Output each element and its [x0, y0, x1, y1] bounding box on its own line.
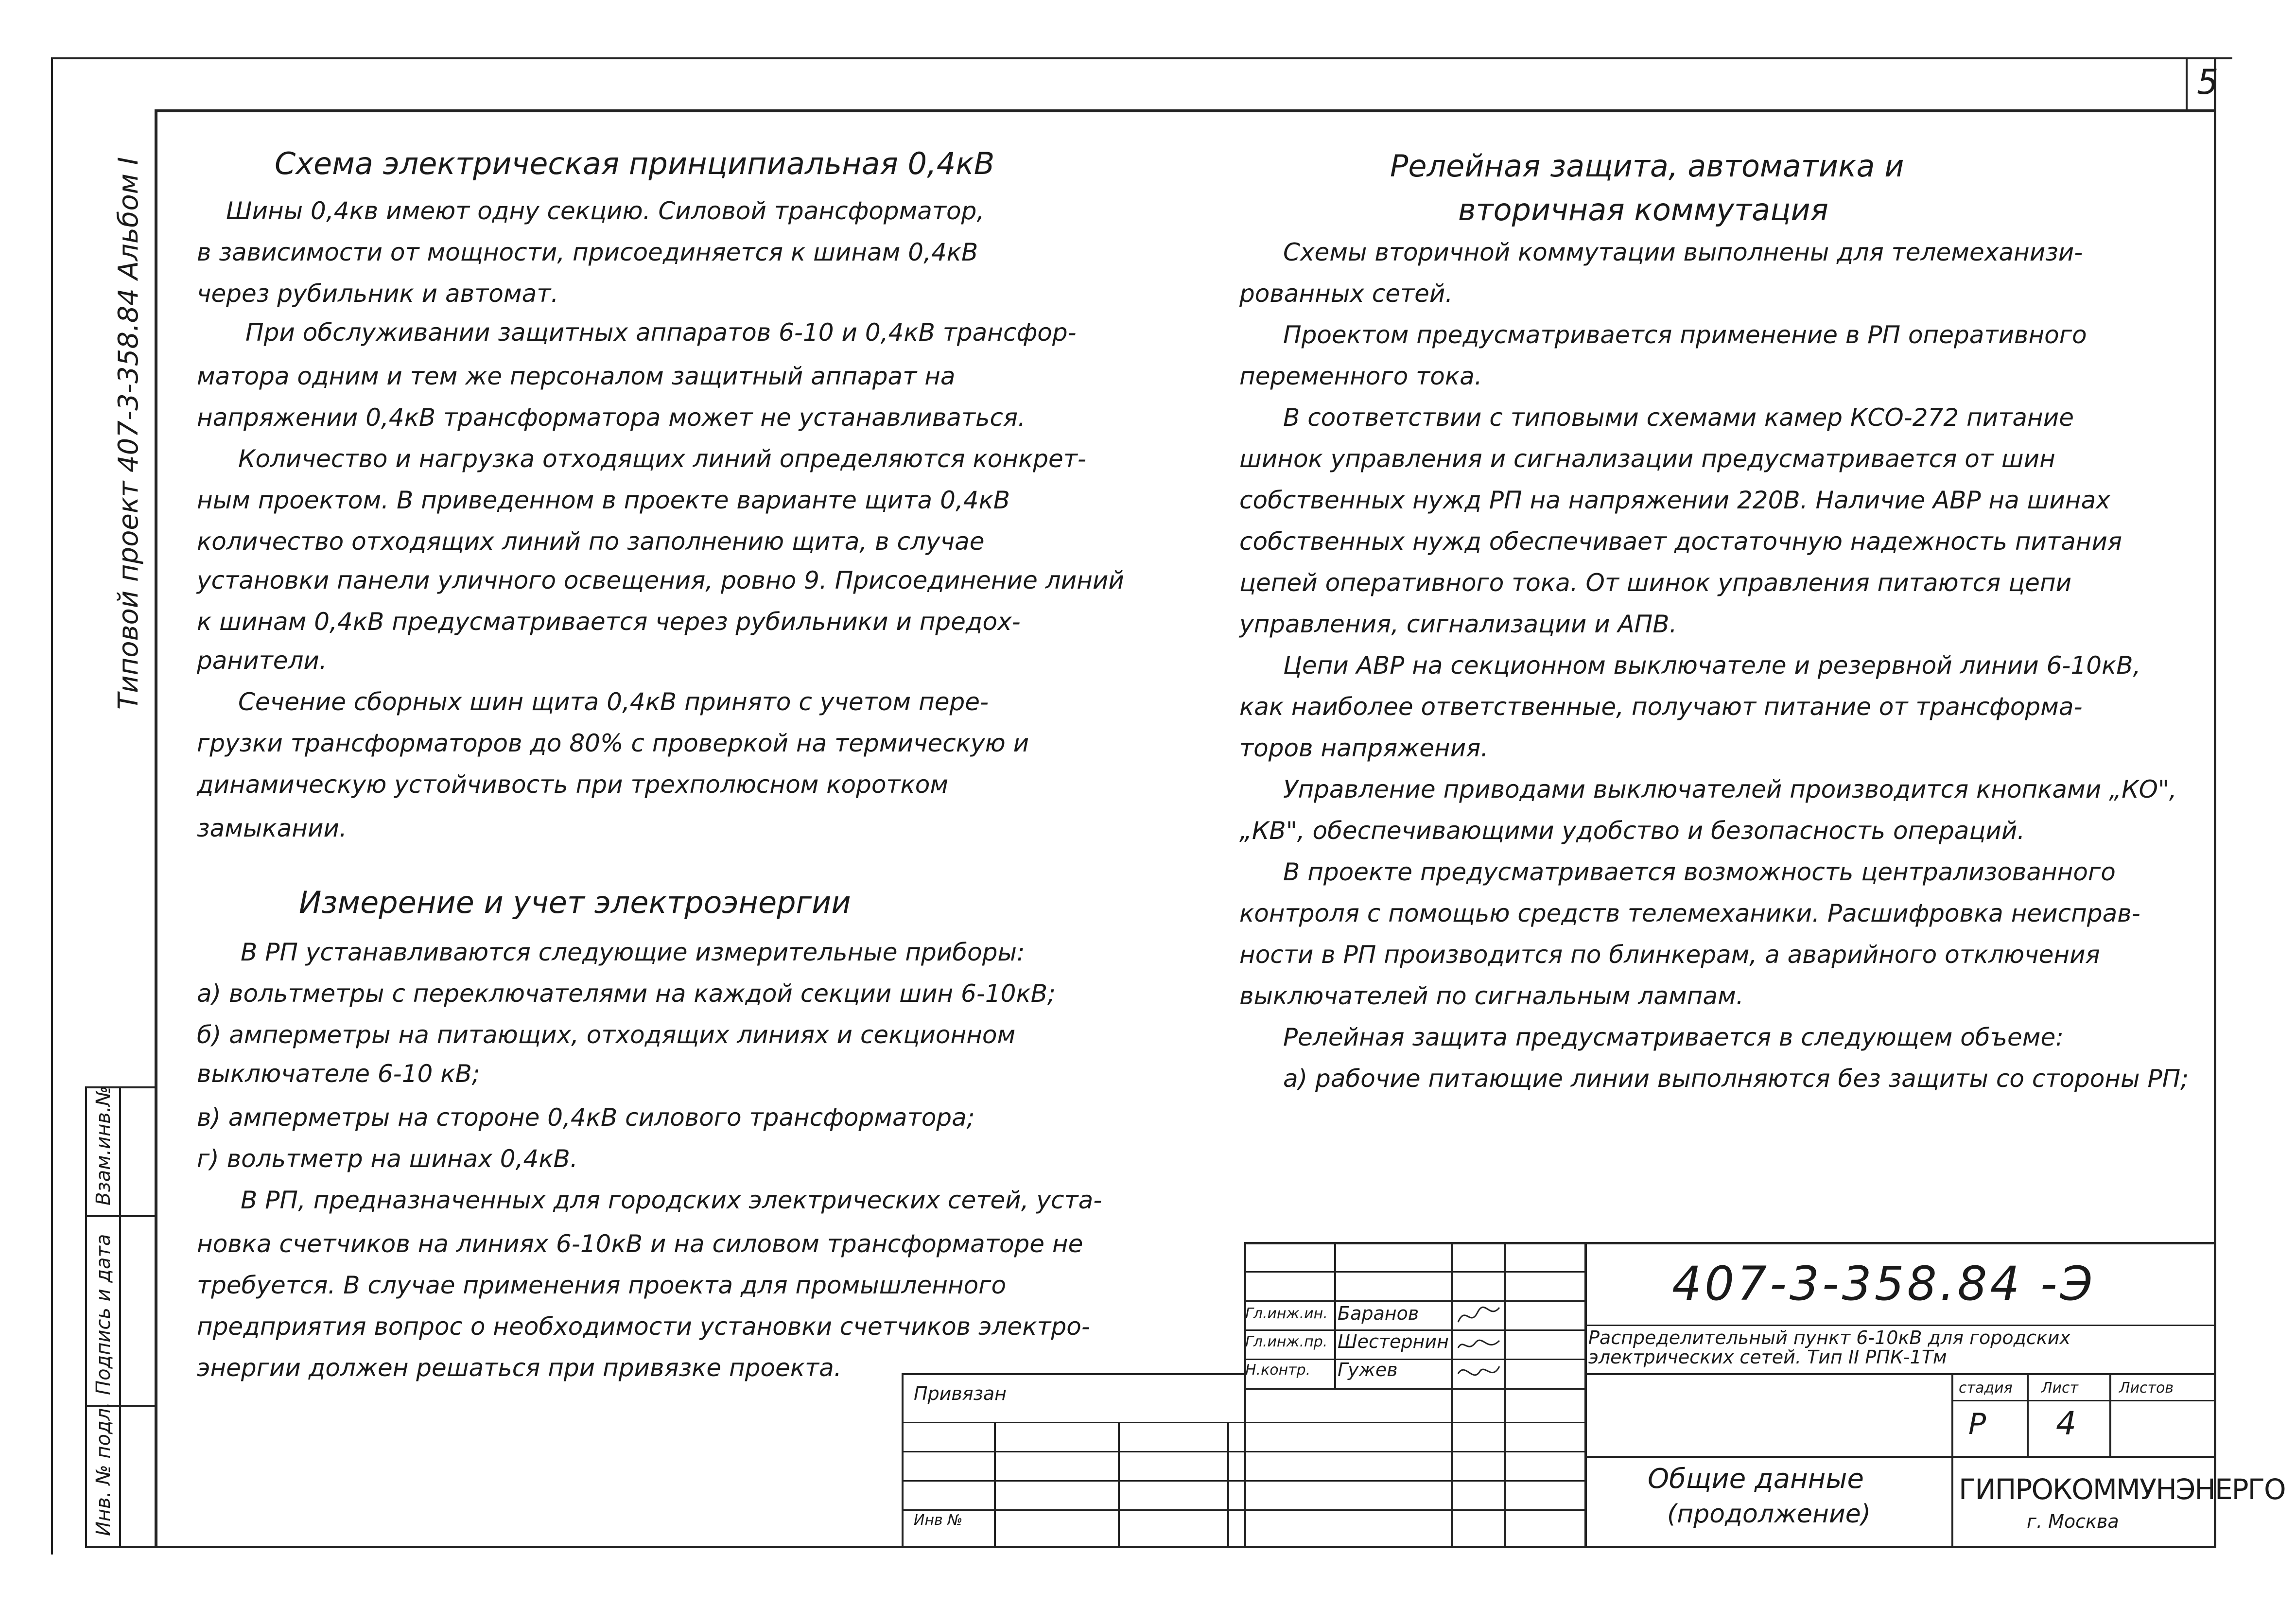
left-line: грузки трансформаторов до 80% с проверкой на термическую и [197, 729, 1029, 757]
left-line: новка счетчиков на линиях 6-10кВ и на силовом трансформаторе не [197, 1230, 1083, 1258]
stamp-role: Гл.инж.ин. [1245, 1305, 1328, 1322]
stamp-col [1451, 1242, 1453, 1548]
list-label: Лист [2041, 1380, 2079, 1397]
stadia-row-bottom [1584, 1456, 2216, 1458]
left-line: требуется. В случае применения проекта для промышленного [197, 1271, 1007, 1299]
privyazan-top [902, 1373, 1244, 1375]
org-city: г. Москва [2027, 1511, 2119, 1532]
signature-baranov [1456, 1303, 1502, 1329]
left-line: При обслуживании защитных аппаратов 6-10 и 0,4кВ трансфор- [245, 318, 1077, 347]
right-line: собственных нужд РП на напряжении 220В. Наличие АВР на шинах [1239, 486, 2110, 514]
left-line: ным проектом. В приведенном в проекте варианте щита 0,4кВ [197, 486, 1010, 514]
privyazan-col [1118, 1422, 1120, 1548]
listov-label: Листов [2119, 1380, 2174, 1397]
signature-shesternin [1456, 1331, 1502, 1358]
inner-frame-bottom [85, 1546, 2216, 1548]
right-line: а) рабочие питающие линии выполняются без защиты со стороны РП; [1283, 1065, 2189, 1093]
project-title-line2: электрических сетей. Тип II РПК-1Тм [1588, 1346, 1947, 1368]
right-line: ности в РП производится по блинкерам, а аварийного отключения [1239, 941, 2100, 969]
stamp-row [1244, 1388, 1584, 1390]
left-line: в) амперметры на стороне 0,4кВ силового трансформатора; [197, 1103, 975, 1132]
privyazan-left [902, 1373, 904, 1548]
left-line: к шинам 0,4кВ предусматривается через рубильники и предох- [197, 608, 1021, 636]
stamp-name: Баранов [1338, 1303, 1419, 1324]
left-line: через рубильник и автомат. [197, 279, 559, 308]
right-line: В проекте предусматривается возможность централизованного [1283, 858, 2116, 886]
stadia-col-left [1951, 1373, 1953, 1456]
stamp-row [902, 1480, 1584, 1482]
right-line: переменного тока. [1239, 362, 1482, 390]
right-line: собственных нужд обеспечивает достаточную надежность питания [1239, 527, 2122, 556]
right-line: управления, сигнализации и АПВ. [1239, 610, 1677, 638]
right-line: выключателей по сигнальным лампам. [1239, 982, 1744, 1010]
side-stamp-inv-podl: Инв. № подл. [92, 1402, 115, 1536]
org-name: ГИПРОКОММУНЭНЕРГО [1959, 1473, 2285, 1506]
page-number-box-left [2186, 59, 2188, 112]
left-line: Шины 0,4кв имеют одну секцию. Силовой трансформатор, [226, 197, 985, 225]
doc-title-line2: (продолжение) [1667, 1500, 1871, 1529]
privyazan-label: Привязан [914, 1383, 1007, 1404]
left-line: ранители. [197, 646, 327, 675]
stamp-name: Шестернин [1338, 1331, 1449, 1352]
left-line: а) вольтметры с переключателями на каждой секции шин 6-10кВ; [197, 979, 1056, 1008]
left-line: предприятия вопрос о необходимости установки счетчиков электро- [197, 1312, 1090, 1341]
inv-no-label: Инв № [914, 1512, 963, 1529]
side-title: Типовой проект 407-3-358.84 Альбом I [113, 157, 144, 710]
left-line: б) амперметры на питающих, отходящих линиях и секционном [197, 1021, 1016, 1049]
left-line: В РП, предназначенных для городских электрических сетей, уста- [241, 1186, 1102, 1214]
right-line: „КВ", обеспечивающими удобство и безопасность операций. [1239, 817, 2025, 845]
right-line: Схемы вторичной коммутации выполнены для телемеханизи- [1283, 238, 2083, 266]
project-title-line1: Распределительный пункт 6-10кВ для городских [1588, 1327, 2070, 1348]
stamp-row [902, 1422, 1584, 1423]
left-line: г) вольтметр на шинах 0,4кВ. [197, 1145, 578, 1173]
section1-heading: Схема электрическая принципиальная 0,4кВ [275, 146, 995, 181]
stamp-left-line [1244, 1242, 1246, 1548]
side-stamp-mid [119, 1086, 121, 1548]
right-line: Проектом предусматривается применение в РП оперативного [1283, 321, 2087, 349]
stamp-col [1584, 1242, 1587, 1548]
inner-frame-top [156, 109, 2216, 112]
left-line: в зависимости от мощности, присоединяется к шинам 0,4кВ [197, 238, 978, 266]
stamp-name: Гужев [1338, 1359, 1398, 1380]
stamp-row-right [1584, 1373, 2216, 1375]
stamp-row-right [1584, 1325, 2216, 1326]
stadia-value: Р [1968, 1407, 1986, 1441]
left-line: Количество и нагрузка отходящих линий определяются конкрет- [238, 445, 1086, 473]
side-stamp-podpis-data: Подпись и дата [92, 1234, 115, 1395]
page-number: 5 [2197, 62, 2219, 102]
stadia-label: стадия [1959, 1380, 2013, 1397]
left-line: напряжении 0,4кВ трансформатора может не устанавливаться. [197, 403, 1026, 432]
stadia-col-mid [2027, 1373, 2029, 1456]
left-line: Сечение сборных шин щита 0,4кВ принято с учетом пере- [238, 688, 989, 716]
inner-frame-left [155, 109, 157, 1548]
left-line: динамическую устойчивость при трехполюсном коротком [197, 770, 949, 799]
stamp-row [902, 1451, 1584, 1452]
org-col [1951, 1456, 1953, 1548]
stamp-row [1244, 1300, 1584, 1302]
stamp-row [1244, 1271, 1584, 1273]
right-line: цепей оперативного тока. От шинок управления питаются цепи [1239, 569, 2072, 597]
right-line: контроля с помощью средств телемеханики. Расшифровка неисправ- [1239, 899, 2140, 927]
side-stamp-left [85, 1086, 87, 1548]
left-line: В РП устанавливаются следующие измерительные приборы: [241, 938, 1025, 966]
signature-guzhev [1456, 1359, 1502, 1386]
stadia-row [1951, 1400, 2216, 1401]
left-line: матора одним и тем же персоналом защитный аппарат на [197, 362, 956, 390]
right-line: Релейная защита предусматривается в следующем объеме: [1283, 1023, 2064, 1051]
document-code: 407-3-358.84 -Э [1672, 1257, 2096, 1311]
side-stamp-vzam-inv: Взам.инв.№ [92, 1085, 115, 1205]
right-line: В соответствии с типовыми схемами камер КСО-272 питание [1283, 403, 2074, 432]
left-line: выключателе 6-10 кВ; [197, 1060, 480, 1088]
side-stamp-div1 [85, 1215, 157, 1217]
left-line: энергии должен решаться при привязке проекта. [197, 1354, 842, 1382]
stadia-col-right [2109, 1373, 2111, 1456]
right-line: Цепи АВР на секционном выключателе и резервной линии 6-10кВ, [1283, 651, 2141, 680]
right-heading-line2: вторичная коммутация [1458, 192, 1828, 227]
right-line: как наиболее ответственные, получают питание от трансформа- [1239, 693, 2083, 721]
privyazan-col [994, 1422, 996, 1548]
right-line: Управление приводами выключателей производится кнопками „КО", [1283, 775, 2177, 804]
privyazan-col [1227, 1422, 1229, 1548]
stamp-col [1504, 1242, 1506, 1548]
section2-heading: Измерение и учет электроэнергии [299, 885, 851, 920]
outer-frame-left [51, 57, 53, 1555]
outer-frame-top [51, 57, 2232, 59]
stamp-role: Гл.инж.пр. [1245, 1333, 1328, 1350]
left-line: количество отходящих линий по заполнению щита, в случае [197, 527, 985, 556]
left-line: установки панели уличного освещения, ровно 9. Присоединение линий [197, 566, 1124, 594]
right-line: шинок управления и сигнализации предусматривается от шин [1239, 445, 2055, 473]
doc-title-line1: Общие данные [1648, 1463, 1864, 1495]
stamp-role: Н.контр. [1245, 1362, 1311, 1379]
right-line: рованных сетей. [1239, 279, 1453, 308]
stamp-row [1244, 1359, 1584, 1360]
right-line: торов напряжения. [1239, 734, 1489, 762]
left-line: замыкании. [197, 814, 347, 842]
stamp-top-line [1244, 1242, 2216, 1244]
stamp-col [1334, 1242, 1336, 1388]
stamp-row [902, 1509, 1584, 1511]
list-value: 4 [2056, 1405, 2076, 1442]
right-heading-line1: Релейная защита, автоматика и [1390, 148, 1904, 184]
